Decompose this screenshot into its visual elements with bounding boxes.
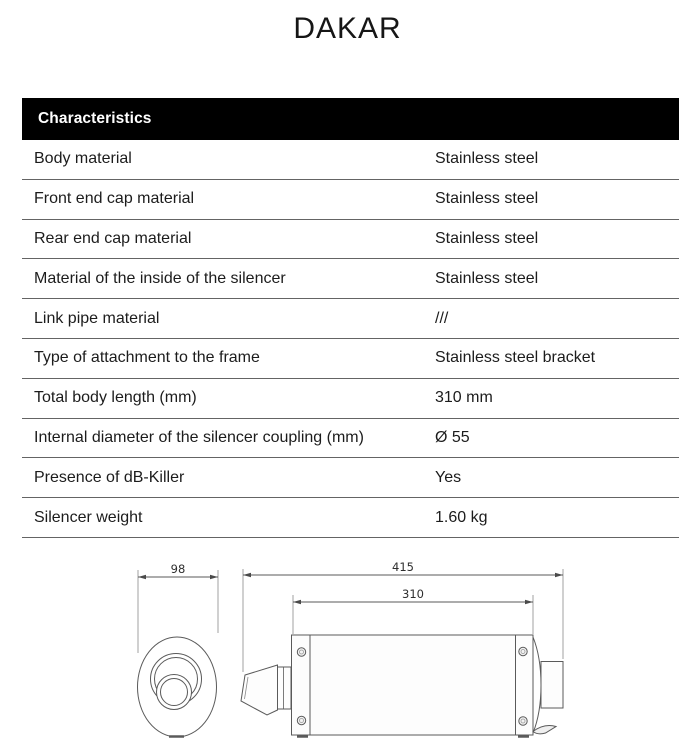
table-row — [22, 140, 679, 180]
row-label: Material of the inside of the silencer — [34, 269, 286, 287]
table-row — [22, 220, 679, 260]
row-value: Stainless steel bracket — [435, 349, 596, 367]
dimension-label-body-length: 310 — [402, 587, 424, 601]
table-row — [22, 180, 679, 220]
row-label: Front end cap material — [34, 190, 195, 208]
row-label: Rear end cap material — [34, 229, 192, 247]
row-value: /// — [435, 309, 449, 327]
table-row — [22, 259, 679, 299]
inlet-pipe — [241, 665, 278, 715]
silencer-body — [292, 635, 534, 735]
row-value: 310 mm — [435, 389, 493, 407]
row-value: Yes — [435, 468, 462, 486]
table-row — [22, 458, 679, 498]
row-value: Ø 55 — [435, 428, 470, 446]
row-value: Stainless steel — [435, 269, 539, 287]
technical-drawing — [0, 540, 695, 748]
table-header — [22, 98, 679, 140]
table-header-label: Characteristics — [38, 110, 152, 127]
rear-end-cap — [533, 637, 541, 733]
row-label: Total body length (mm) — [34, 389, 197, 407]
rear-bracket-hook — [533, 726, 556, 734]
outlet-pipe — [541, 662, 563, 709]
table-row — [22, 498, 679, 538]
dimension-label-front-width: 98 — [170, 562, 186, 576]
row-value: Stainless steel — [435, 190, 539, 208]
row-label: Body material — [34, 150, 132, 168]
inlet-coupling — [278, 667, 292, 709]
dimension-label-total-length: 415 — [392, 560, 414, 574]
page-title: DAKAR — [293, 12, 402, 45]
silencer-front-view — [138, 637, 217, 737]
row-value: Stainless steel — [435, 150, 539, 168]
row-label: Presence of dB-Killer — [34, 468, 185, 486]
table-row — [22, 379, 679, 419]
row-label: Type of attachment to the frame — [34, 349, 260, 367]
table-row — [22, 339, 679, 379]
row-value: Stainless steel — [435, 229, 539, 247]
row-label: Link pipe material — [34, 309, 160, 327]
front-view-outlet-pipe-inner — [161, 679, 188, 706]
table-row — [22, 419, 679, 459]
dimension-lines — [138, 575, 563, 602]
silencer-dimension-diagram — [0, 540, 695, 748]
silencer-side-view — [241, 635, 563, 737]
table-row — [22, 299, 679, 339]
row-value: 1.60 kg — [435, 508, 488, 526]
characteristics-rows — [22, 140, 679, 538]
row-label: Silencer weight — [34, 508, 143, 526]
row-label: Internal diameter of the silencer coupling (mm) — [34, 428, 364, 446]
characteristics-table — [22, 98, 679, 538]
